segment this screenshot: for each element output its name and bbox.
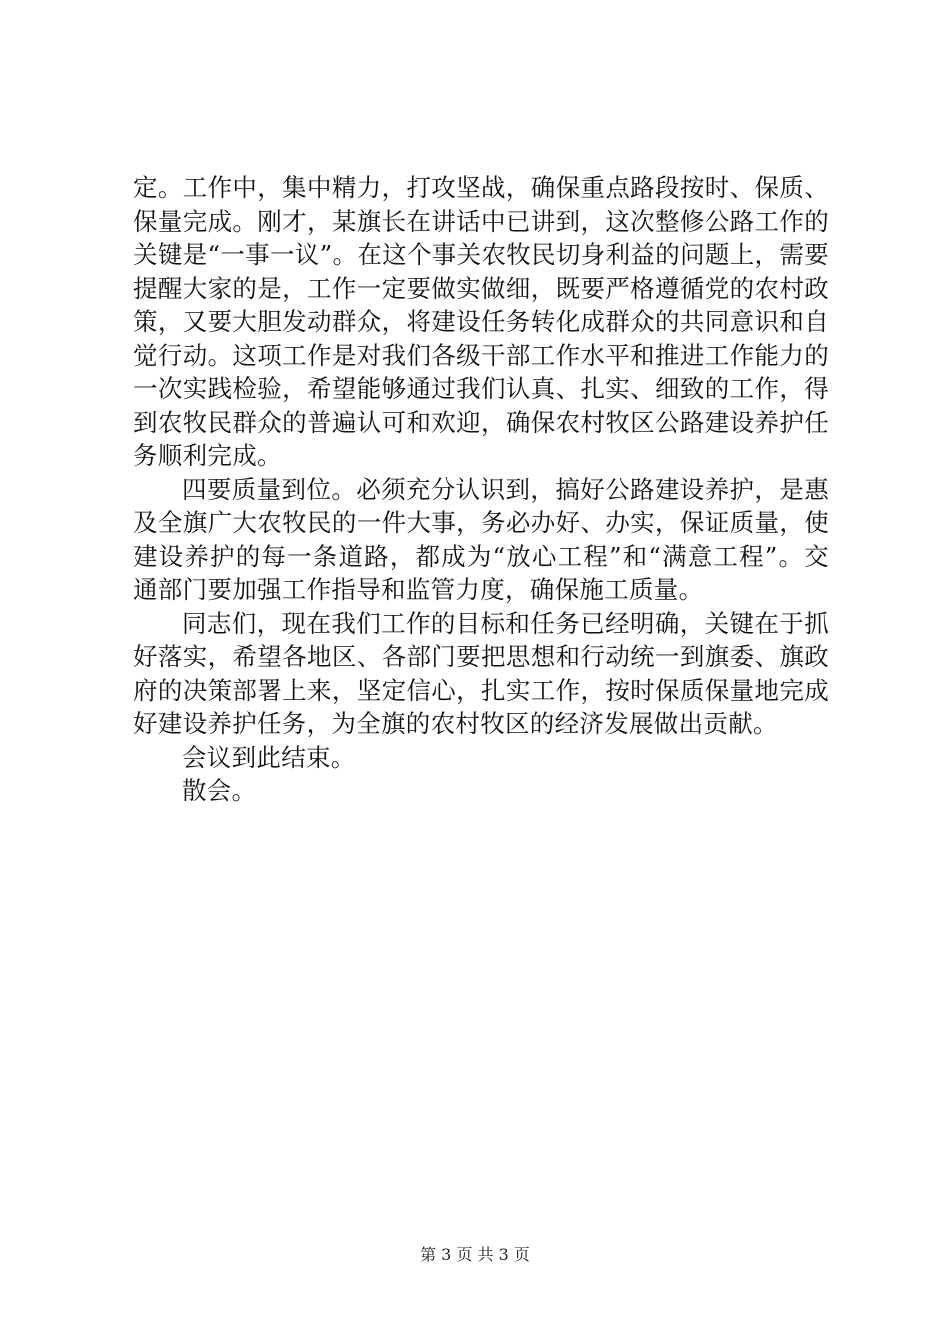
paragraph-conclusion: 同志们，现在我们工作的目标和任务已经明确，关键在于抓好落实，希望各地区、各部门要把思想和行动统一到旗委、旗政府的决策部署上来，坚定信心，扎实工作，按时保质保量地完成好建设养护任务，为全旗的农村牧区的经济发展做出贡献。	[133, 608, 829, 738]
page-number-label: 第 3 页 共 3 页	[420, 1245, 530, 1264]
paragraph-quality: 四要质量到位。必须充分认识到，搞好公路建设养护，是惠及全旗广大农牧民的一件大事，务必办好、办实，保证质量，使建设养护的每一条道路，都成为“放心工程”和“满意工程”。交通部门要加强工作指导和监管力度，确保施工质量。	[133, 474, 829, 604]
document-body	[133, 171, 829, 808]
paragraph-adjourn: 散会。	[182, 776, 257, 805]
page-footer	[0, 1244, 950, 1266]
paragraph-meeting-end: 会议到此结束。	[182, 742, 356, 772]
paragraph-continuation: 定。工作中，集中精力，打攻坚战，确保重点路段按时、保质、保量完成。刚才，某旗长在讲话中已讲到，这次整修公路工作的关键是“一事一议”。在这个事关农牧民切身利益的问题上，需要提醒大家的是，工作一定要做实做细，既要严格遵循党的农村政策，又要大胆发动群众，将建设任务转化成群众的共同意识和自觉行动。这项工作是对我们各级干部工作水平和推进工作能力的一次实践检验，希望能够通过我们认真、扎实、细致的工作，得到农牧民群众的普遍认可和欢迎，确保农村牧区公路建设养护任务顺利完成。	[133, 173, 829, 470]
